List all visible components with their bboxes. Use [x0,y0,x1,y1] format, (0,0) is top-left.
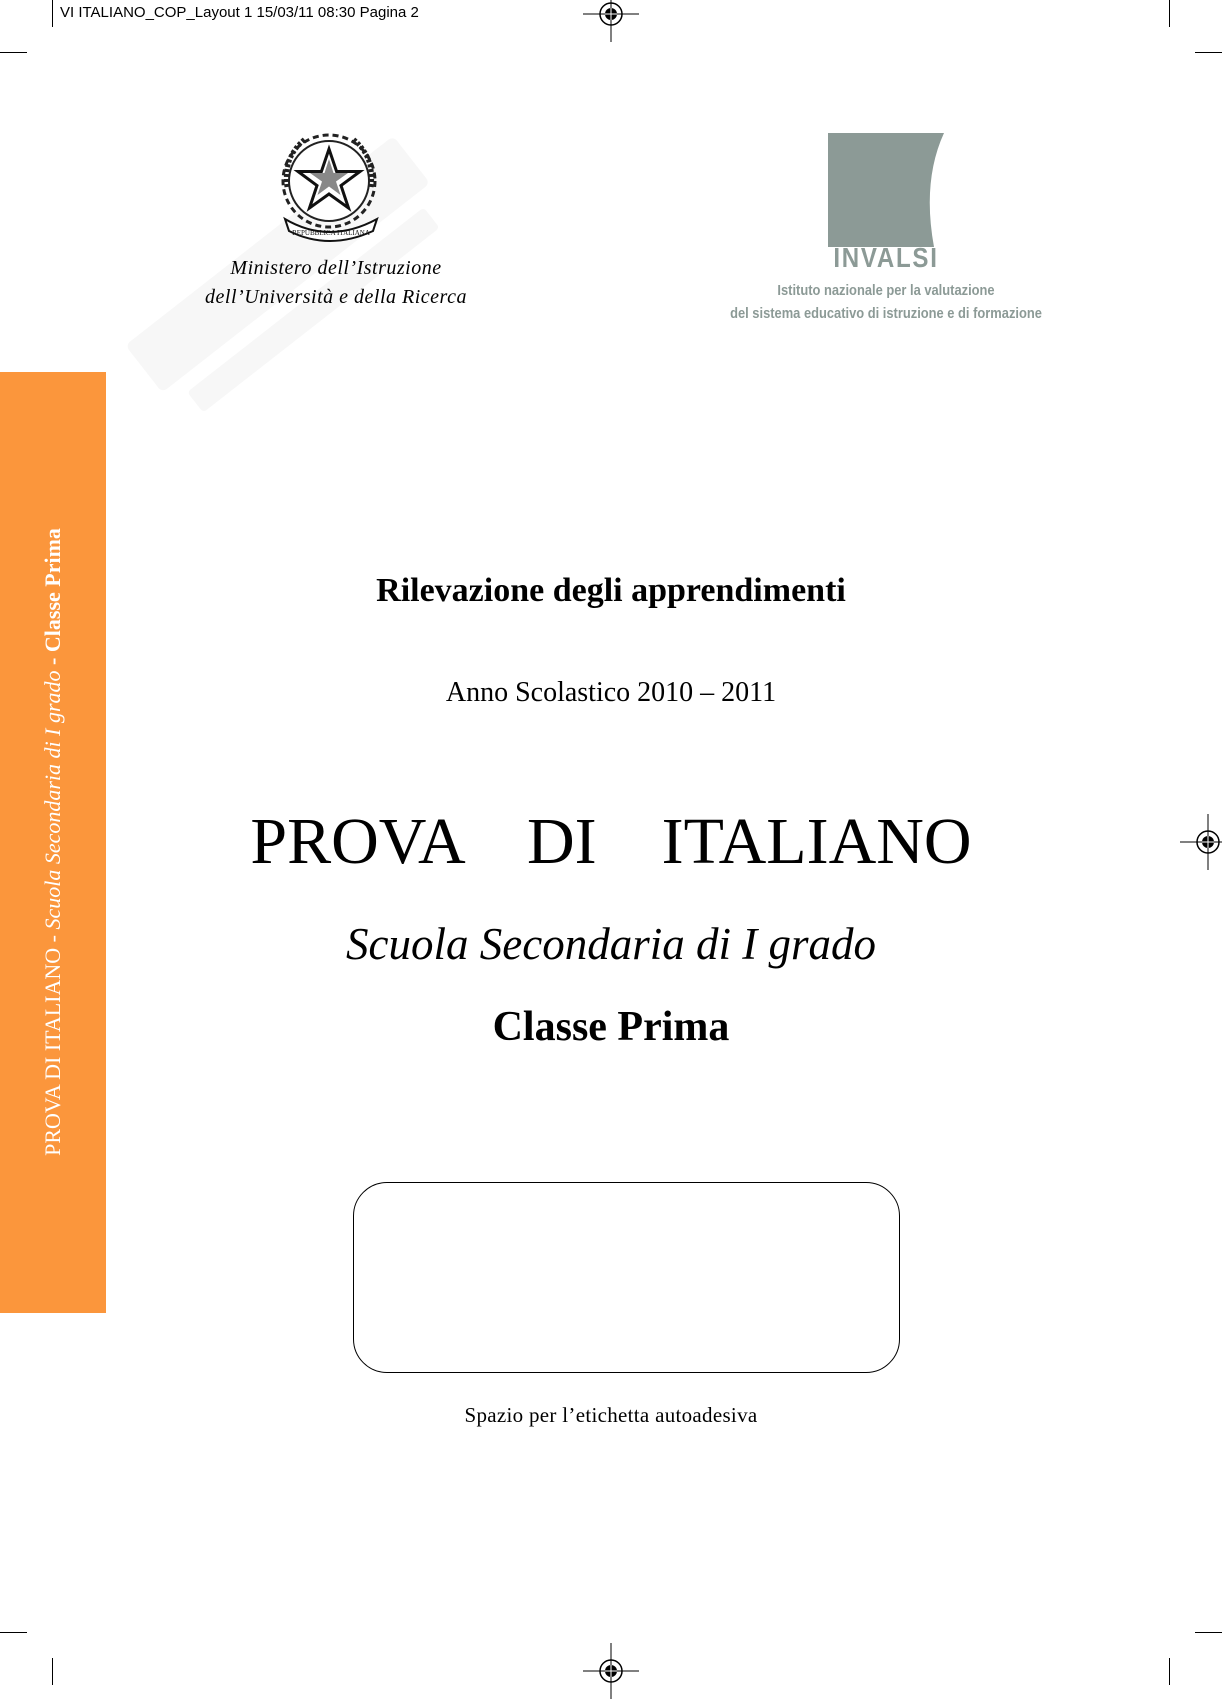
registration-mark-icon [583,1643,639,1699]
crop-mark [52,0,53,27]
sticker-label-caption: Spazio per l’etichetta autoadesiva [464,1403,758,1427]
crop-mark [1195,52,1222,53]
crop-mark [1195,1632,1222,1633]
test-title: PROVA DI ITALIANO [250,805,972,878]
invalsi-name: INVALSI [833,242,939,273]
school-year: Anno Scolastico 2010 – 2011 [445,677,777,708]
crop-mark [0,52,27,53]
sticker-label-box [353,1182,900,1373]
invalsi-description [726,279,1046,325]
invalsi-line-2: del sistema educativo di istruzione e di formazione [730,305,1042,322]
crop-mark [1169,1658,1170,1685]
survey-title: Rilevazione degli apprendimenti [376,572,846,609]
side-band-school: Scuola Secondaria di I grado [40,670,65,930]
repubblica-italiana-emblem-icon [279,127,383,245]
side-band-class: - Classe Prima [40,528,65,671]
school-level: Scuola Secondaria di I grado [346,919,876,969]
crop-mark [0,1632,27,1633]
side-band-text [40,528,66,1156]
crop-mark [1169,0,1170,27]
registration-mark-icon [1180,814,1222,870]
invalsi-logo-icon [828,133,944,247]
svg-text:REPUBBLICA ITALIANA: REPUBBLICA ITALIANA [292,229,370,237]
registration-mark-icon [583,0,639,42]
print-slug: VI ITALIANO_COP_Layout 1 15/03/11 08:30 Pagina 2 [60,4,419,21]
ministry-line-1: Ministero dell’Istruzione [230,257,442,279]
crop-mark [52,1658,53,1685]
class-level: Classe Prima [492,1004,730,1050]
ministry-line-2: dell’Università e della Ricerca [205,286,467,308]
invalsi-line-1: Istituto nazionale per la valutazione [777,282,995,299]
ministry-name [180,254,492,312]
side-band-subject: PROVA DI ITALIANO - [40,929,65,1156]
